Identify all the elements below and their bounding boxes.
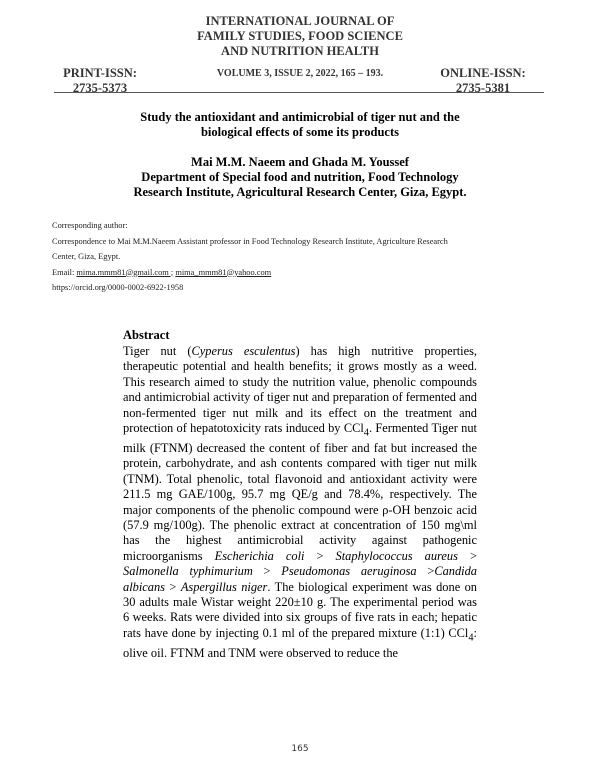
email-line: [52, 265, 552, 281]
journal-title: [150, 14, 450, 59]
journal-title-line3: AND NUTRITION HEALTH: [221, 44, 379, 58]
species-name: Cyperus esculentus: [191, 344, 296, 358]
abstract-text: >: [416, 564, 435, 579]
journal-title-line2: FAMILY STUDIES, FOOD SCIENCE: [197, 29, 403, 43]
affiliation-line2: Research Institute, Agricultural Research Center, Giza, Egypt.: [133, 185, 467, 199]
volume-issue-line: VOLUME 3, ISSUE 2, 2022, 165 – 193.: [216, 68, 384, 79]
author-names: Mai M.M. Naeem and Ghada M. Youssef: [191, 155, 409, 169]
paper-title-line2: biological effects of some its products: [200, 125, 399, 139]
print-issn-label: PRINT-ISSN:: [63, 66, 137, 80]
species-name: Candida albicans: [123, 564, 477, 594]
online-issn-label: ONLINE-ISSN:: [440, 66, 526, 80]
affiliation-line1: Department of Special food and nutrition, Food Technology: [141, 170, 459, 184]
species-name: Aspergillus niger: [180, 579, 268, 594]
abstract-text: ) has high nutritive properties, therapeutic potential and health benefits; it grows mostly as a weed. This research aimed to study the nutrition value, phenolic compounds and antimicrobial activity of tiger nut and preparation of fermented and non-fermented tiger nut milk and its effect on the treatment and protection of hepatotoxicity rats induced by CCl: [123, 344, 478, 436]
subscript: 4: [363, 427, 369, 439]
species-name: Salmonella typhimurium: [123, 564, 253, 579]
email-label: Email:: [52, 267, 75, 277]
abstract-section: [123, 328, 477, 661]
abstract-text: >: [165, 579, 181, 594]
abstract-text: >: [457, 548, 477, 563]
subscript: 4: [468, 632, 474, 644]
correspondence-line1: Correspondence to Mai M.M.Naeem Assistant professor in Food Technology Research Institute, Agriculture Research: [52, 236, 448, 246]
abstract-text: . The biological experiment was done on 30 adults male Wistar weight 220±10 g. The experimental period was 6 weeks. Rats were divided into six groups of five rats in each; hepatic rats have done by injecting 0.1 ml of the prepared mixture (1:1) CCl: [123, 579, 477, 640]
orcid-link[interactable]: https://orcid.org/0000-0002-6922-1958: [52, 283, 184, 292]
correspondence-block: [52, 218, 552, 296]
abstract-heading: Abstract: [123, 328, 170, 342]
abstract-text: . Fermented Tiger nut milk (FTNM) decreased the content of fiber and fat but increased the protein, carbohydrate, and ash contents compared with tiger nut milk (TNM). Total phenolic, total flavonoid and antioxidant activity were 211.5 mg GAE/100g, 95.7 mg QE/g and 78.4%, respectively. The major components of the phenolic compound were ρ-OH benzoic acid (57.9 mg/100g). The phenolic extract at concentration of 150 mg\ml has the highest antimicrobial activity against pathogenic microorganisms: [123, 421, 477, 563]
species-name: Pseudomonas aeruginosa: [281, 564, 417, 579]
correspondence-line2: Center, Giza, Egypt.: [52, 252, 121, 261]
journal-title-line1: INTERNATIONAL JOURNAL OF: [205, 14, 395, 28]
email-link-yahoo[interactable]: mima_mmm81@yahoo.com: [175, 267, 272, 277]
paper-title: [120, 110, 480, 140]
email-link-gmail[interactable]: mima.mmm81@gmail.com ;: [76, 267, 174, 277]
print-issn-value: 2735-5373: [72, 81, 128, 95]
abstract-text: >: [252, 564, 282, 579]
header-divider: [54, 92, 544, 93]
species-name: Staphylococcus aureus: [335, 548, 458, 563]
abstract-text: Tiger nut (: [123, 344, 192, 358]
corresponding-author-label: Corresponding author:: [52, 221, 128, 230]
species-name: Escherichia coli: [214, 548, 305, 563]
abstract-body: [123, 344, 477, 661]
abstract-text: >: [304, 548, 336, 563]
paper-title-line1: Study the antioxidant and antimicrobial of tiger nut and the: [140, 110, 460, 124]
author-block: [95, 155, 505, 200]
page-number: 165: [291, 744, 309, 754]
online-issn-value: 2735-5381: [455, 81, 511, 95]
abstract-text: : olive oil. FTNM and TNM were observed to reduce the: [123, 625, 477, 660]
